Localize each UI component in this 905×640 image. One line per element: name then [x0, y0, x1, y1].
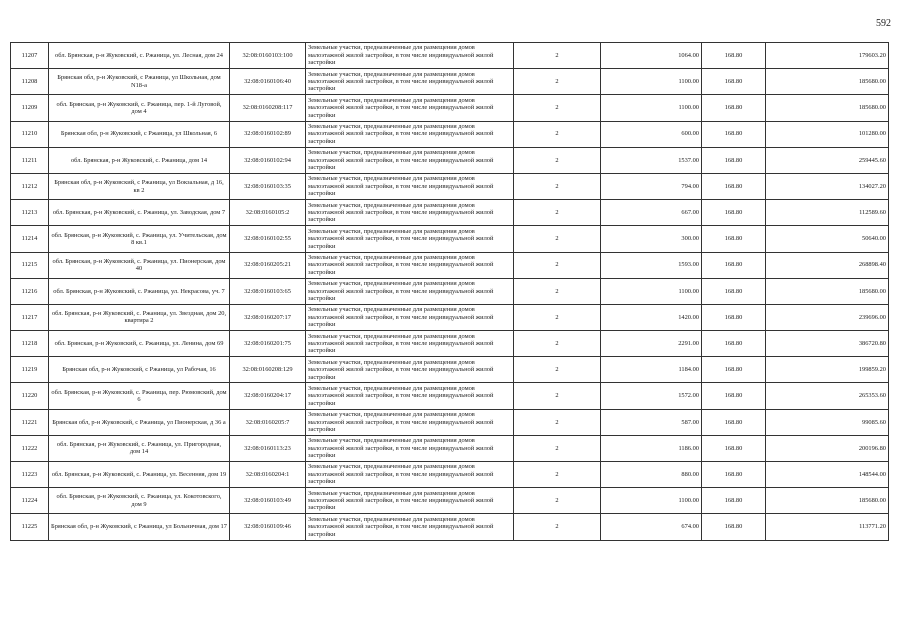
cadastral-value-cell: 199859.20 — [766, 357, 889, 383]
row-id-cell: 11222 — [11, 435, 49, 461]
cadastral-value-cell: 259445.60 — [766, 147, 889, 173]
row-id-cell: 11216 — [11, 278, 49, 304]
row-id-cell: 11218 — [11, 331, 49, 357]
group-cell: 2 — [514, 514, 601, 540]
land-registry-table — [10, 42, 889, 541]
cadastral-value-cell: 134027.20 — [766, 173, 889, 199]
row-id-cell: 11213 — [11, 200, 49, 226]
land-use-purpose-cell: Земельные участки, предназначенные для размещения домов малоэтажной жилой застройки, в том числе индивидуальной жилой застройки — [306, 226, 514, 252]
cadastral-value-cell: 185680.00 — [766, 278, 889, 304]
cadastral-number-cell: 32:08:0160109:46 — [230, 514, 306, 540]
row-id-cell: 11212 — [11, 173, 49, 199]
table-row — [11, 514, 889, 540]
specific-value-cell: 168.80 — [702, 200, 766, 226]
cadastral-number-cell: 32:08:0160103:100 — [230, 43, 306, 69]
area-cell: 1572.00 — [601, 383, 702, 409]
cadastral-number-cell: 32:08:0160205:21 — [230, 252, 306, 278]
address-cell: обл. Брянская, р-н Жуковский, с. Ржаница, ул. Кокотовского, дом 9 — [49, 488, 230, 514]
table-row — [11, 409, 889, 435]
area-cell: 1064.00 — [601, 43, 702, 69]
table-row — [11, 462, 889, 488]
specific-value-cell: 168.80 — [702, 488, 766, 514]
cadastral-value-cell: 239696.00 — [766, 304, 889, 330]
cadastral-number-cell: 32:08:0160204:1 — [230, 462, 306, 488]
area-cell: 794.00 — [601, 173, 702, 199]
specific-value-cell: 168.80 — [702, 173, 766, 199]
address-cell: обл. Брянская, р-н Жуковский, с. Ржаница, пер. 1-й Луговой, дом 4 — [49, 95, 230, 121]
land-use-purpose-cell: Земельные участки, предназначенные для размещения домов малоэтажной жилой застройки, в том числе индивидуальной жилой застройки — [306, 435, 514, 461]
group-cell: 2 — [514, 409, 601, 435]
area-cell: 1100.00 — [601, 488, 702, 514]
table-row — [11, 252, 889, 278]
cadastral-number-cell: 32:08:0160207:17 — [230, 304, 306, 330]
cadastral-number-cell: 32:08:0160208:129 — [230, 357, 306, 383]
land-use-purpose-cell: Земельные участки, предназначенные для размещения домов малоэтажной жилой застройки, в том числе индивидуальной жилой застройки — [306, 304, 514, 330]
cadastral-number-cell: 32:08:0160208:117 — [230, 95, 306, 121]
specific-value-cell: 168.80 — [702, 147, 766, 173]
specific-value-cell: 168.80 — [702, 409, 766, 435]
table-row — [11, 69, 889, 95]
specific-value-cell: 168.80 — [702, 357, 766, 383]
table-body — [11, 43, 889, 541]
area-cell: 600.00 — [601, 121, 702, 147]
cadastral-value-cell: 148544.00 — [766, 462, 889, 488]
page-number: 592 — [876, 18, 891, 29]
group-cell: 2 — [514, 43, 601, 69]
group-cell: 2 — [514, 147, 601, 173]
table-row — [11, 278, 889, 304]
area-cell: 1420.00 — [601, 304, 702, 330]
land-use-purpose-cell: Земельные участки, предназначенные для размещения домов малоэтажной жилой застройки, в том числе индивидуальной жилой застройки — [306, 488, 514, 514]
cadastral-number-cell: 32:08:0160201:75 — [230, 331, 306, 357]
cadastral-value-cell: 265353.60 — [766, 383, 889, 409]
group-cell: 2 — [514, 252, 601, 278]
row-id-cell: 11220 — [11, 383, 49, 409]
table-row — [11, 226, 889, 252]
specific-value-cell: 168.80 — [702, 226, 766, 252]
address-cell: Брянская обл, р-н Жуковский, с Ржаница, ул Вокзальная, д 16, кв 2 — [49, 173, 230, 199]
address-cell: обл. Брянская, р-н Жуковский, с. Ржаница, дом 14 — [49, 147, 230, 173]
cadastral-value-cell: 113771.20 — [766, 514, 889, 540]
address-cell: Брянская обл, р-н Жуковский, с Ржаница, ул Школьная, дом N18-а — [49, 69, 230, 95]
table-row — [11, 173, 889, 199]
row-id-cell: 11223 — [11, 462, 49, 488]
address-cell: обл. Брянская, р-н Жуковский, с. Ржаница, пер. Рюмовский, дом 6 — [49, 383, 230, 409]
group-cell: 2 — [514, 121, 601, 147]
area-cell: 1186.00 — [601, 435, 702, 461]
cadastral-value-cell: 200196.80 — [766, 435, 889, 461]
specific-value-cell: 168.80 — [702, 43, 766, 69]
cadastral-value-cell: 185680.00 — [766, 488, 889, 514]
row-id-cell: 11208 — [11, 69, 49, 95]
group-cell: 2 — [514, 488, 601, 514]
address-cell: обл. Брянская, р-н Жуковский, с. Ржаница, ул. Заводская, дом 7 — [49, 200, 230, 226]
cadastral-number-cell: 32:08:0160103:65 — [230, 278, 306, 304]
cadastral-value-cell: 112589.60 — [766, 200, 889, 226]
area-cell: 880.00 — [601, 462, 702, 488]
area-cell: 1184.00 — [601, 357, 702, 383]
row-id-cell: 11217 — [11, 304, 49, 330]
specific-value-cell: 168.80 — [702, 331, 766, 357]
cadastral-number-cell: 32:08:0160102:89 — [230, 121, 306, 147]
row-id-cell: 11221 — [11, 409, 49, 435]
cadastral-value-cell: 101280.00 — [766, 121, 889, 147]
group-cell: 2 — [514, 462, 601, 488]
land-use-purpose-cell: Земельные участки, предназначенные для размещения домов малоэтажной жилой застройки, в том числе индивидуальной жилой застройки — [306, 383, 514, 409]
row-id-cell: 11211 — [11, 147, 49, 173]
area-cell: 587.00 — [601, 409, 702, 435]
land-use-purpose-cell: Земельные участки, предназначенные для размещения домов малоэтажной жилой застройки, в том числе индивидуальной жилой застройки — [306, 357, 514, 383]
specific-value-cell: 168.80 — [702, 69, 766, 95]
table-row — [11, 43, 889, 69]
address-cell: Брянская обл, р-н Жуковский, с Ржаница, ул Школьная, 6 — [49, 121, 230, 147]
land-use-purpose-cell: Земельные участки, предназначенные для размещения домов малоэтажной жилой застройки, в том числе индивидуальной жилой застройки — [306, 331, 514, 357]
cadastral-number-cell: 32:08:0160113:23 — [230, 435, 306, 461]
cadastral-number-cell: 32:08:0160102:94 — [230, 147, 306, 173]
group-cell: 2 — [514, 304, 601, 330]
land-use-purpose-cell: Земельные участки, предназначенные для размещения домов малоэтажной жилой застройки, в том числе индивидуальной жилой застройки — [306, 514, 514, 540]
cadastral-value-cell: 50640.00 — [766, 226, 889, 252]
specific-value-cell: 168.80 — [702, 435, 766, 461]
table-row — [11, 331, 889, 357]
area-cell: 1537.00 — [601, 147, 702, 173]
land-use-purpose-cell: Земельные участки, предназначенные для размещения домов малоэтажной жилой застройки, в том числе индивидуальной жилой застройки — [306, 43, 514, 69]
land-use-purpose-cell: Земельные участки, предназначенные для размещения домов малоэтажной жилой застройки, в том числе индивидуальной жилой застройки — [306, 252, 514, 278]
address-cell: Брянская обл, р-н Жуковский, с Ржаница, ул Рабочая, 16 — [49, 357, 230, 383]
row-id-cell: 11207 — [11, 43, 49, 69]
specific-value-cell: 168.80 — [702, 462, 766, 488]
group-cell: 2 — [514, 69, 601, 95]
table-row — [11, 147, 889, 173]
cadastral-value-cell: 185680.00 — [766, 69, 889, 95]
cadastral-value-cell: 185680.00 — [766, 95, 889, 121]
group-cell: 2 — [514, 383, 601, 409]
cadastral-number-cell: 32:08:0160103:49 — [230, 488, 306, 514]
group-cell: 2 — [514, 95, 601, 121]
land-use-purpose-cell: Земельные участки, предназначенные для размещения домов малоэтажной жилой застройки, в том числе индивидуальной жилой застройки — [306, 95, 514, 121]
address-cell: обл. Брянская, р-н Жуковский, с. Ржаница, ул. Пионерская, дом 40 — [49, 252, 230, 278]
land-use-purpose-cell: Земельные участки, предназначенные для размещения домов малоэтажной жилой застройки, в том числе индивидуальной жилой застройки — [306, 69, 514, 95]
specific-value-cell: 168.80 — [702, 514, 766, 540]
land-use-purpose-cell: Земельные участки, предназначенные для размещения домов малоэтажной жилой застройки, в том числе индивидуальной жилой застройки — [306, 200, 514, 226]
cadastral-number-cell: 32:08:0160204:17 — [230, 383, 306, 409]
area-cell: 300.00 — [601, 226, 702, 252]
land-use-purpose-cell: Земельные участки, предназначенные для размещения домов малоэтажной жилой застройки, в том числе индивидуальной жилой застройки — [306, 121, 514, 147]
group-cell: 2 — [514, 173, 601, 199]
land-use-purpose-cell: Земельные участки, предназначенные для размещения домов малоэтажной жилой застройки, в том числе индивидуальной жилой застройки — [306, 278, 514, 304]
cadastral-number-cell: 32:08:0160205:7 — [230, 409, 306, 435]
area-cell: 674.00 — [601, 514, 702, 540]
group-cell: 2 — [514, 226, 601, 252]
area-cell: 1100.00 — [601, 69, 702, 95]
group-cell: 2 — [514, 331, 601, 357]
table-row — [11, 435, 889, 461]
cadastral-value-cell: 179603.20 — [766, 43, 889, 69]
cadastral-number-cell: 32:08:0160102:55 — [230, 226, 306, 252]
row-id-cell: 11219 — [11, 357, 49, 383]
table-row — [11, 488, 889, 514]
group-cell: 2 — [514, 278, 601, 304]
group-cell: 2 — [514, 435, 601, 461]
row-id-cell: 11214 — [11, 226, 49, 252]
area-cell: 2291.00 — [601, 331, 702, 357]
address-cell: обл. Брянская, р-н Жуковский, с. Ржаница, ул. Учительская, дом 8 кв.1 — [49, 226, 230, 252]
area-cell: 1593.00 — [601, 252, 702, 278]
table-row — [11, 121, 889, 147]
specific-value-cell: 168.80 — [702, 278, 766, 304]
cadastral-value-cell: 99085.60 — [766, 409, 889, 435]
address-cell: Брянская обл, р-н Жуковский, с Ржаница, ул Больничная, дом 17 — [49, 514, 230, 540]
cadastral-value-cell: 386720.80 — [766, 331, 889, 357]
address-cell: обл. Брянская, р-н Жуковский, с. Ржаница, ул. Лесная, дом 24 — [49, 43, 230, 69]
table-row — [11, 304, 889, 330]
row-id-cell: 11209 — [11, 95, 49, 121]
address-cell: обл. Брянская, р-н Жуковский, с. Ржаница, ул. Звездная, дом 20, квартира 2 — [49, 304, 230, 330]
address-cell: обл. Брянская, р-н Жуковский, с. Ржаница, ул. Весенняя, дом 19 — [49, 462, 230, 488]
specific-value-cell: 168.80 — [702, 252, 766, 278]
address-cell: Брянская обл, р-н Жуковский, с Ржаница, ул Пионерская, д 36 а — [49, 409, 230, 435]
land-use-purpose-cell: Земельные участки, предназначенные для размещения домов малоэтажной жилой застройки, в том числе индивидуальной жилой застройки — [306, 173, 514, 199]
group-cell: 2 — [514, 200, 601, 226]
row-id-cell: 11225 — [11, 514, 49, 540]
specific-value-cell: 168.80 — [702, 304, 766, 330]
address-cell: обл. Брянская, р-н Жуковский, с. Ржаница, ул. Ленина, дом 69 — [49, 331, 230, 357]
cadastral-value-cell: 268898.40 — [766, 252, 889, 278]
row-id-cell: 11224 — [11, 488, 49, 514]
table-row — [11, 383, 889, 409]
specific-value-cell: 168.80 — [702, 383, 766, 409]
address-cell: обл. Брянская, р-н Жуковский, с. Ржаница, ул. Некрасова, уч. 7 — [49, 278, 230, 304]
row-id-cell: 11215 — [11, 252, 49, 278]
specific-value-cell: 168.80 — [702, 95, 766, 121]
area-cell: 1100.00 — [601, 278, 702, 304]
group-cell: 2 — [514, 357, 601, 383]
area-cell: 1100.00 — [601, 95, 702, 121]
cadastral-number-cell: 32:08:0160105:2 — [230, 200, 306, 226]
table-row — [11, 95, 889, 121]
table-row — [11, 200, 889, 226]
cadastral-number-cell: 32:08:0160106:40 — [230, 69, 306, 95]
area-cell: 667.00 — [601, 200, 702, 226]
cadastral-number-cell: 32:08:0160103:35 — [230, 173, 306, 199]
land-use-purpose-cell: Земельные участки, предназначенные для размещения домов малоэтажной жилой застройки, в том числе индивидуальной жилой застройки — [306, 409, 514, 435]
land-use-purpose-cell: Земельные участки, предназначенные для размещения домов малоэтажной жилой застройки, в том числе индивидуальной жилой застройки — [306, 462, 514, 488]
specific-value-cell: 168.80 — [702, 121, 766, 147]
address-cell: обл. Брянская, р-н Жуковский, с. Ржаница, ул. Пригородная, дом 14 — [49, 435, 230, 461]
land-use-purpose-cell: Земельные участки, предназначенные для размещения домов малоэтажной жилой застройки, в том числе индивидуальной жилой застройки — [306, 147, 514, 173]
row-id-cell: 11210 — [11, 121, 49, 147]
table-row — [11, 357, 889, 383]
